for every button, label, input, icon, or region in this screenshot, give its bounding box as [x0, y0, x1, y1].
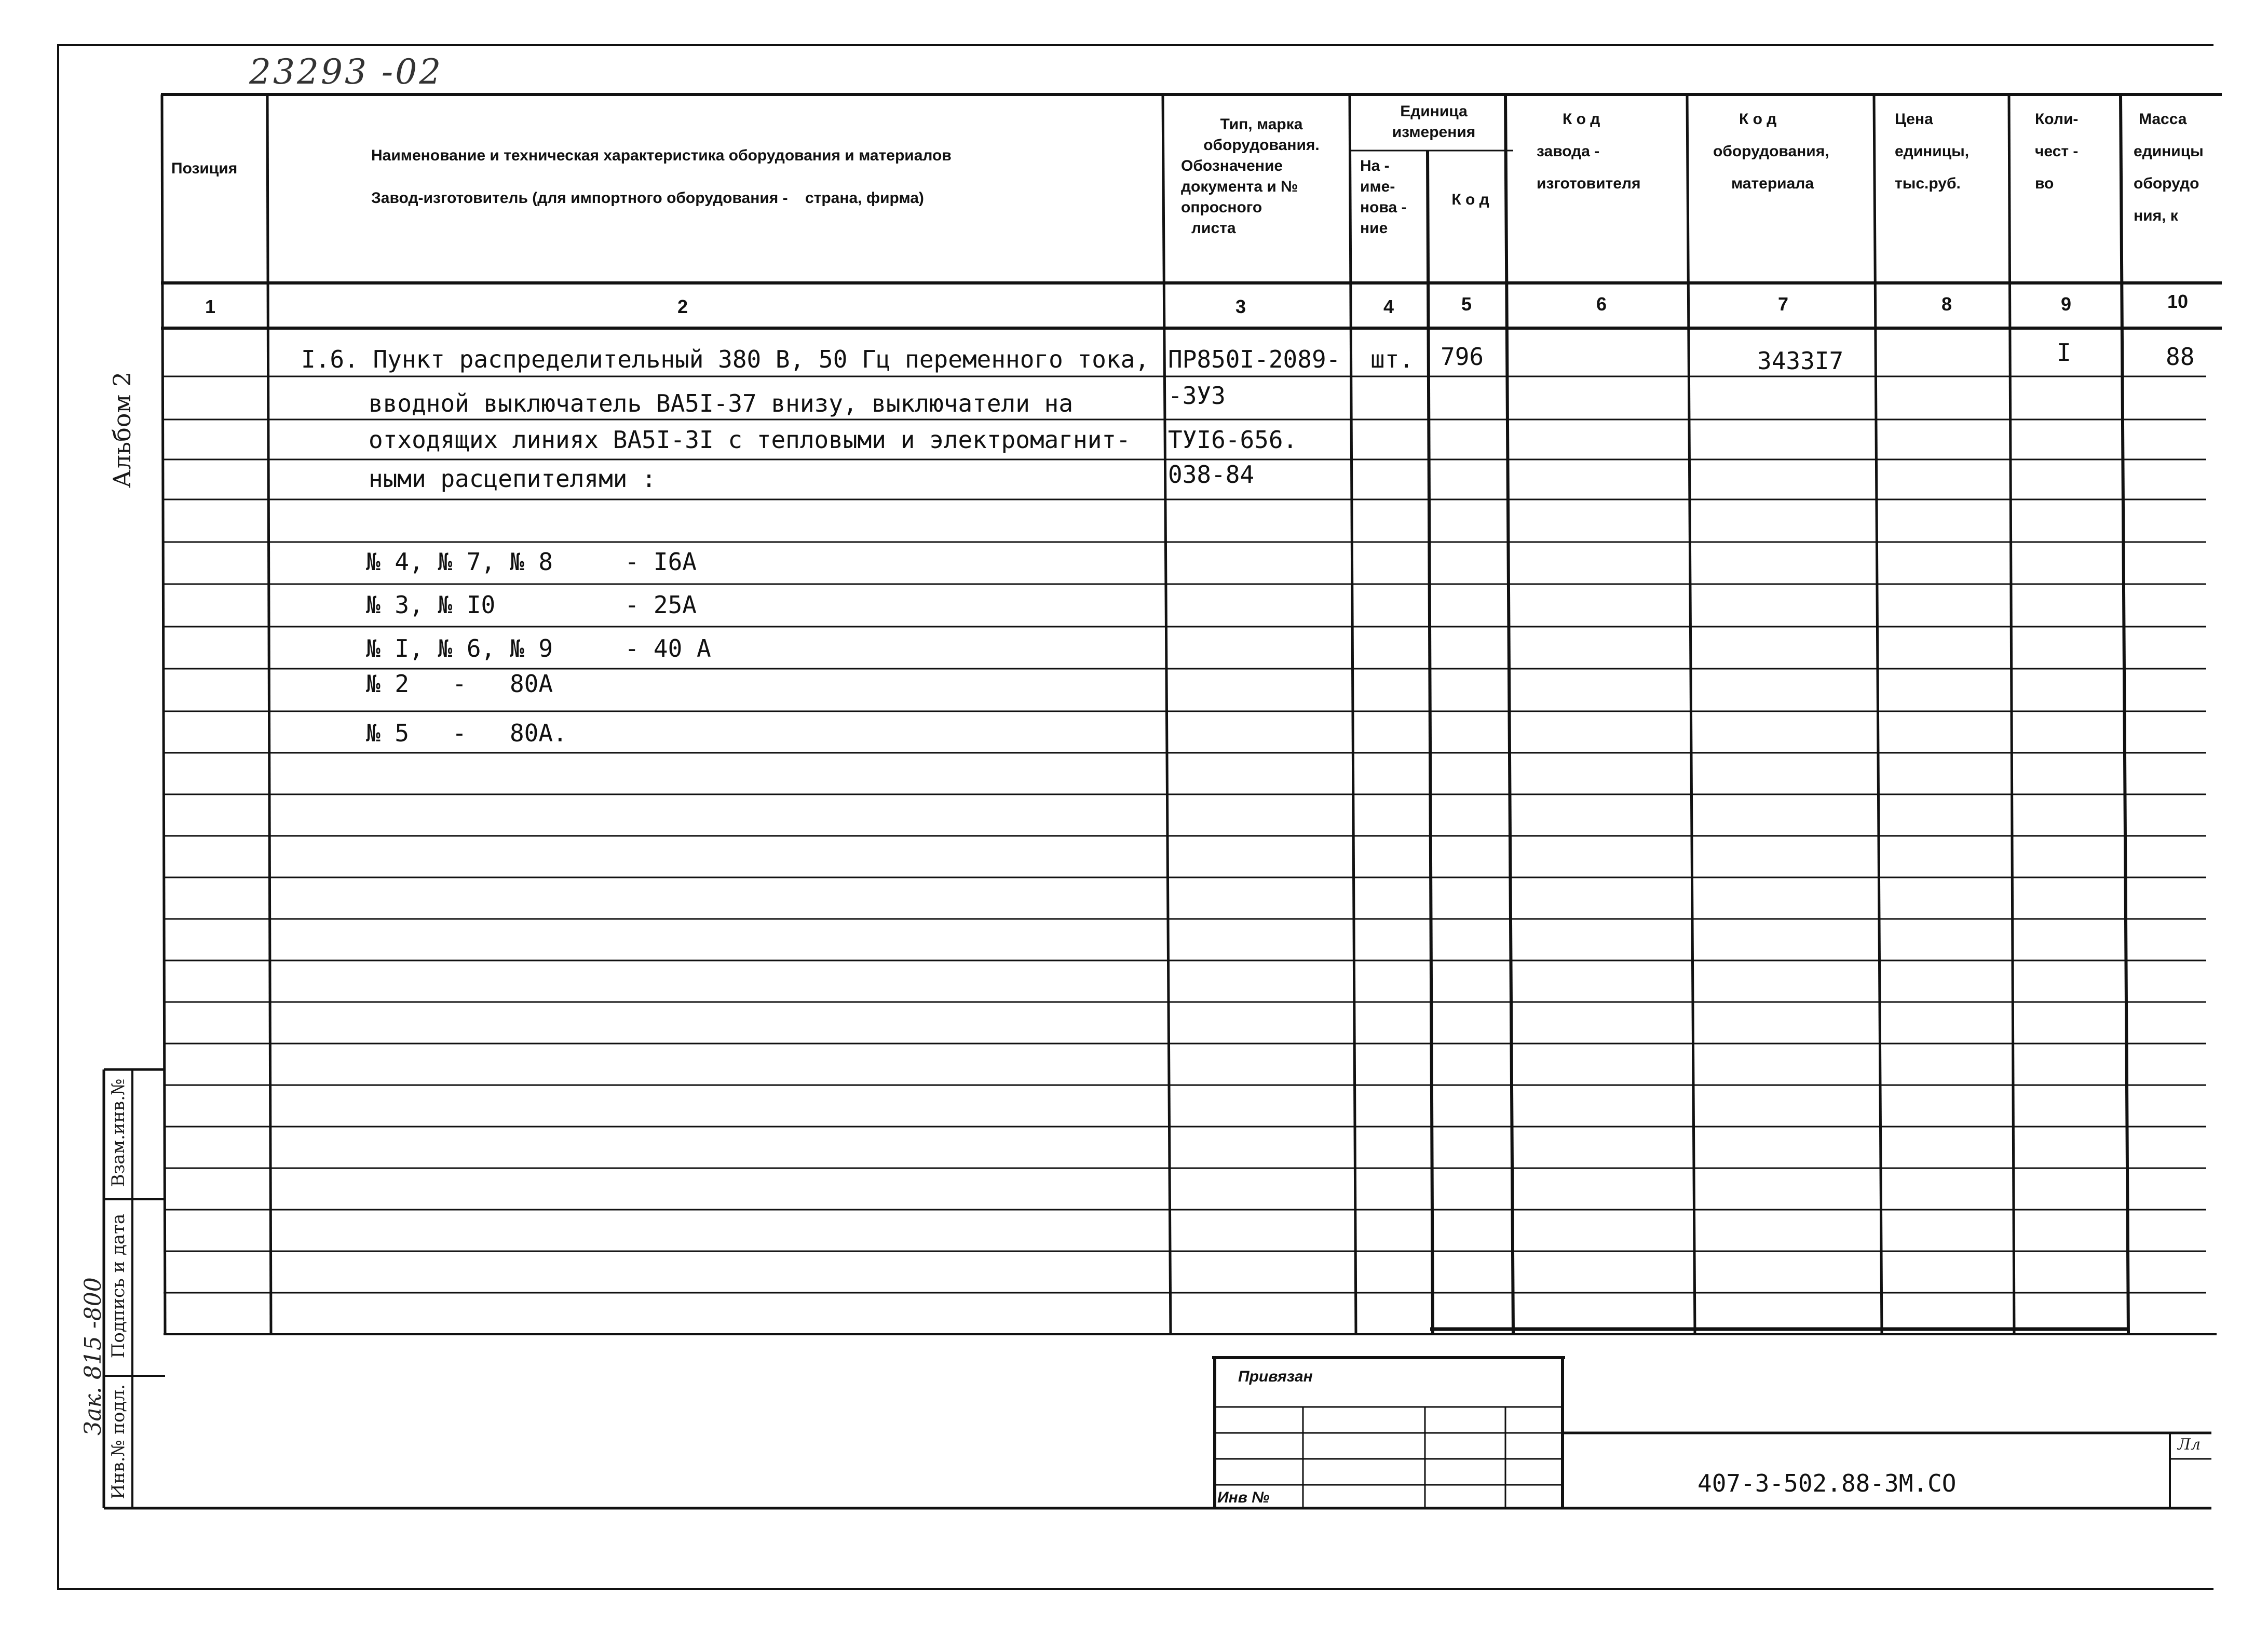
- header-equip-code: К о д оборудования, материала: [1713, 111, 1829, 192]
- header-unit-name: На - име- нова - ние: [1360, 157, 1407, 237]
- stamp-inv-label: Инв №: [1217, 1489, 1270, 1506]
- col-number-10: 10: [2167, 291, 2189, 312]
- col-number-6: 6: [1596, 293, 1607, 315]
- header-qty: Коли- чест - во: [2035, 111, 2079, 192]
- item-line-2: вводной выключатель ВА5I-37 внизу, выключатели на: [369, 389, 1074, 417]
- header-name-line1: Наименование и техническая характеристика оборудования и материалов: [371, 147, 952, 164]
- header-position: Позиция: [171, 160, 238, 177]
- col-number-5: 5: [1461, 293, 1472, 315]
- album-label: Альбом 2: [108, 371, 136, 488]
- subitem-3: № I, № 6, № 9 - 40 А: [366, 634, 711, 662]
- col-number-3: 3: [1235, 296, 1246, 317]
- item-line-3: отходящих линиях ВА5I-3I с тепловыми и электромагнит-: [369, 426, 1131, 454]
- item-line-4: ными расцепителями :: [369, 465, 656, 493]
- subitem-5: № 5 - 80А.: [366, 719, 567, 747]
- type-line-4: 038-84: [1168, 461, 1255, 489]
- header-name-line2: Завод-изготовитель (для импортного оборудования - страна, фирма): [371, 189, 924, 207]
- item-line-1: I.6. Пункт распределительный 380 В, 50 Гц переменного тока,: [301, 345, 1149, 373]
- subitem-2: № 3, № I0 - 25А: [366, 591, 697, 619]
- col-number-1: 1: [205, 296, 216, 317]
- header-unit-code: К о д: [1451, 191, 1489, 208]
- header-type: Тип, марка оборудования. Обозначение документа и № опросного листа: [1181, 116, 1320, 237]
- col-number-2: 2: [677, 296, 688, 317]
- equip-code-value: 3433I7: [1757, 347, 1844, 375]
- sheet-label: Лл: [2178, 1436, 2201, 1454]
- header-mass: Масса единицы оборудо ния, к: [2134, 111, 2204, 224]
- handwritten-number: 23293 -02: [249, 52, 443, 92]
- stamp-original-inv: Инв.№ подл.: [108, 1384, 129, 1499]
- order-note: Зак. 815 -800: [80, 1277, 106, 1436]
- subitem-4: № 2 - 80А: [366, 670, 553, 698]
- header-factory-code: К о д завода - изготовителя: [1537, 111, 1641, 192]
- qty-value: I: [2057, 338, 2071, 367]
- stamp-signature-date: Подпись и дата: [108, 1213, 129, 1359]
- header-unit-title: Единица измерения: [1392, 103, 1476, 141]
- doc-code: 407-3-502.88-ЗМ.СО: [1697, 1469, 1957, 1497]
- mass-value: 88: [2166, 343, 2195, 371]
- header-price: Цена единицы, тыс.руб.: [1895, 111, 1970, 192]
- subitem-1: № 4, № 7, № 8 - I6А: [366, 548, 697, 576]
- col-number-8: 8: [1941, 293, 1952, 315]
- col-number-9: 9: [2061, 293, 2072, 315]
- stamp-bound-label: Привязан: [1238, 1368, 1313, 1385]
- unit-code-value: 796: [1441, 343, 1484, 371]
- col-number-7: 7: [1778, 293, 1789, 315]
- stamp-replace-inv: Взам.инв.№: [108, 1078, 129, 1187]
- unit-value: шт.: [1370, 345, 1414, 373]
- type-line-2: -3УЗ: [1168, 382, 1226, 410]
- col-number-4: 4: [1383, 296, 1394, 317]
- type-line-3: ТУI6-656.: [1168, 426, 1298, 454]
- type-line-1: ПР850I-2089-: [1168, 345, 1341, 373]
